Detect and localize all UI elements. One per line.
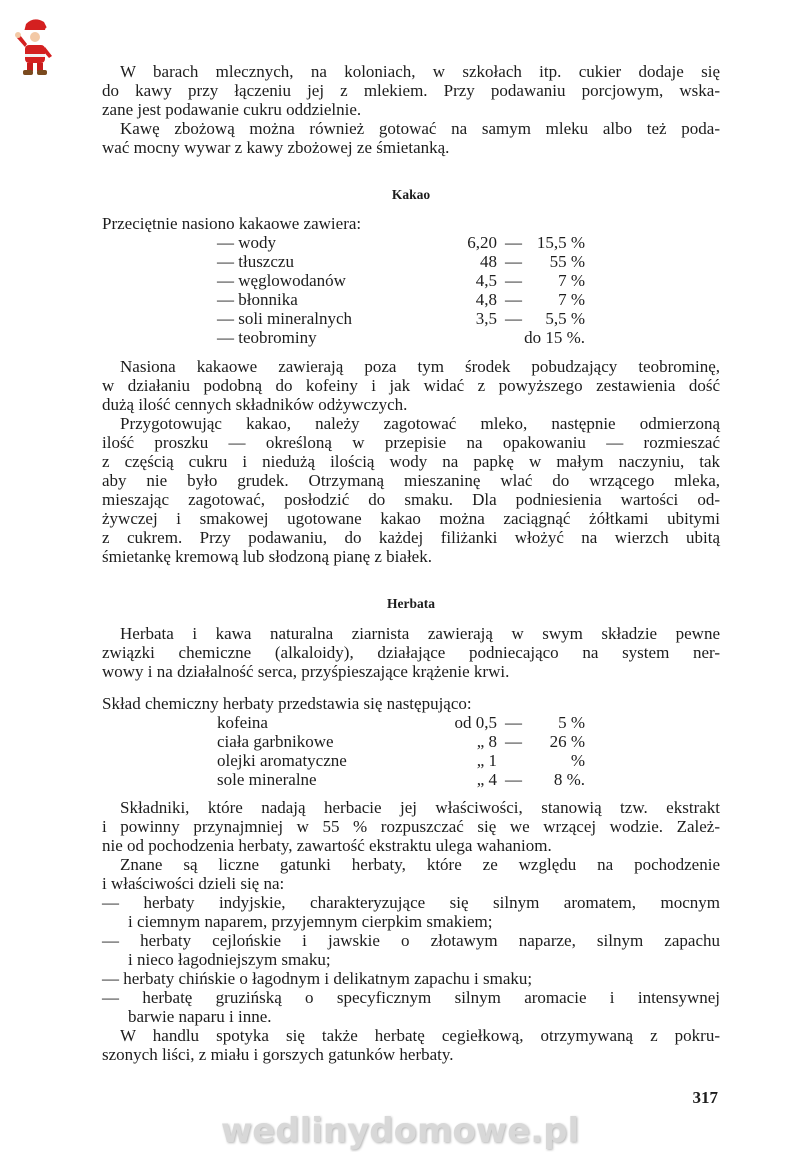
text-line: W barach mlecznych, na koloniach, w szkołach itp. cukier dodaje się [120,62,720,81]
text-line: i właściwości dzieli się na: [102,874,285,893]
santa-claus-icon [12,16,58,76]
paragraph [102,855,720,893]
text-line: do kawy przy łączeniu jej z mlekiem. Przy podawaniu porcjowym, wska- [102,81,720,100]
bullet-item [102,969,720,988]
text-line: i ciemnym naparem, przyjemnym cierpkim smakiem; [128,912,493,931]
cell-from: 6,20 [467,233,497,252]
cell-to: 55 % [549,252,585,271]
section-heading-kakao: Kakao [391,187,431,202]
bullet-item [102,988,720,1026]
text-line: — herbaty indyjskie, charakteryzujące się silnym aromatem, mocnym [102,893,720,912]
text-line: mieszając zagotować, posłodzić do smaku. Dla podniesienia wartości od- [102,490,720,509]
paragraph [102,1026,720,1064]
cell-name: — teobrominy [217,328,317,347]
cell-name: — tłuszczu [217,252,294,271]
text-line: — herbatę gruzińską o specyficznym silnym aromacie i intensywnej [102,988,720,1007]
table-row [102,252,720,271]
cell-name: — węglowodanów [217,271,346,290]
table-row [102,290,720,309]
cell-from: 48 [480,252,497,271]
paragraph [102,414,720,566]
cell-dash: — [505,309,522,328]
text-line: szonych liści, z miału i gorszych gatunków herbaty. [102,1045,454,1064]
text-line: Znane są liczne gatunki herbaty, które ze względu na pochodzenie [120,855,720,874]
cell-to: 7 % [558,290,585,309]
table-intro: Skład chemiczny herbaty przedstawia się następująco: [102,694,472,713]
text-line: Nasiona kakaowe zawierają poza tym środek pobudzający teobrominę, [120,357,720,376]
table-row [102,271,720,290]
cell-to: 7 % [558,271,585,290]
table-row [102,751,720,770]
text-line: wać mocny wywar z kawy zbożowej ze śmietanką. [102,138,450,157]
cell-from: 3,5 [475,309,497,328]
cell-to: % [570,751,585,770]
cell-to: 15,5 % [536,233,585,252]
cell-from: 4,8 [475,290,497,309]
cell-to: 5 % [558,713,585,732]
cell-from: „ 1 [476,751,497,770]
text-line: związki chemiczne (alkaloidy), działające podniecająco na system ner- [102,643,720,662]
text-line: — herbaty cejlońskie i jawskie o złotawym naparze, silnym zapachu [102,931,720,950]
table-intro: Przeciętnie nasiono kakaowe zawiera: [102,214,362,233]
table-row [102,770,720,789]
text-line: z częścią cukru i niedużą ilością wody na papkę w małym naczyniu, tak [102,452,720,471]
text-line: z cukrem. Przy podawaniu, do każdej filiżanki włożyć na wierzch ubitą [102,528,720,547]
text-line: żywczej i smakowej ugotowane kakao można zaciągnąć żółtkami ubitymi [102,509,720,528]
text-line: aby nie było grudek. Otrzymaną mieszaninę wlać do wrzącego mleka, [102,471,720,490]
text-line: barwie naparu i inne. [128,1007,272,1026]
paragraph [102,62,720,119]
text-line: śmietankę kremową lub słodzoną pianę z białek. [102,547,432,566]
cell-dash: — [505,252,522,271]
table-row [102,328,720,347]
text-line: w działaniu podobną do kofeiny i jak widać z powyższego zestawienia dość [102,376,720,395]
bullet-item [102,893,720,931]
text-line: Składniki, które nadają herbacie jej właściwości, stanowią tzw. ekstrakt [120,798,720,817]
text-line: ilość proszku — określoną w przepisie na opakowaniu — rozmieszać [102,433,720,452]
cell-to: 8 %. [553,770,585,789]
page-number: 317 [692,1088,718,1107]
cell-dash: — [505,713,522,732]
table-row [102,309,720,328]
cell-name: olejki aromatyczne [217,751,347,770]
paragraph [102,357,720,414]
cell-to: 5,5 % [545,309,585,328]
bullet-item [102,931,720,969]
text-line: — herbaty chińskie o łagodnym i delikatnym zapachu i smaku; [102,969,533,988]
paragraph [102,798,720,855]
cell-name: kofeina [217,713,268,732]
text-line: i powinny przynajmniej w 55 % rozpuszczać się we wrzącej wodzie. Zależ- [102,817,720,836]
table-row [102,233,720,252]
cell-dash: — [505,732,522,751]
paragraph [102,119,720,157]
text-line: dużą ilość cennych składników odżywczych. [102,395,408,414]
cell-from: „ 4 [476,770,497,789]
cell-to: do 15 %. [524,328,585,347]
watermark: wedlinydomowe.pl [220,1111,580,1151]
text-line: i nieco łagodniejszym smaku; [128,950,331,969]
text-line: wowy i na działalność serca, przyśpieszające krążenie krwi. [102,662,510,681]
cell-name: — wody [217,233,277,252]
table-row [102,713,720,732]
text-line: Przygotowując kakao, należy zagotować mleko, następnie odmierzoną [120,414,720,433]
cell-dash: — [505,770,522,789]
text-line: Kawę zbożową można również gotować na samym mleku albo też poda- [120,119,720,138]
cell-from: 4,5 [475,271,497,290]
text-line: Herbata i kawa naturalna ziarnista zawierają w swym składzie pewne [120,624,720,643]
cell-to: 26 % [549,732,585,751]
cell-dash: — [505,271,522,290]
cell-from: od 0,5 [454,713,497,732]
text-line: W handlu spotyka się także herbatę cegiełkową, otrzymywaną z pokru- [120,1026,720,1045]
paragraph [102,624,720,681]
text-line: zane jest podawanie cukru oddzielnie. [102,100,362,119]
cell-name: ciała garbnikowe [217,732,334,751]
cell-from: „ 8 [476,732,497,751]
table-row [102,732,720,751]
cell-dash: — [505,290,522,309]
cell-name: — soli mineralnych [217,309,353,328]
cell-name: — błonnika [217,290,298,309]
text-line: nie od pochodzenia herbaty, zawartość ekstraktu ulega wahaniom. [102,836,552,855]
section-heading-herbata: Herbata [387,596,435,611]
cell-name: sole mineralne [217,770,317,789]
document-page [102,62,720,1064]
cell-dash: — [505,233,522,252]
